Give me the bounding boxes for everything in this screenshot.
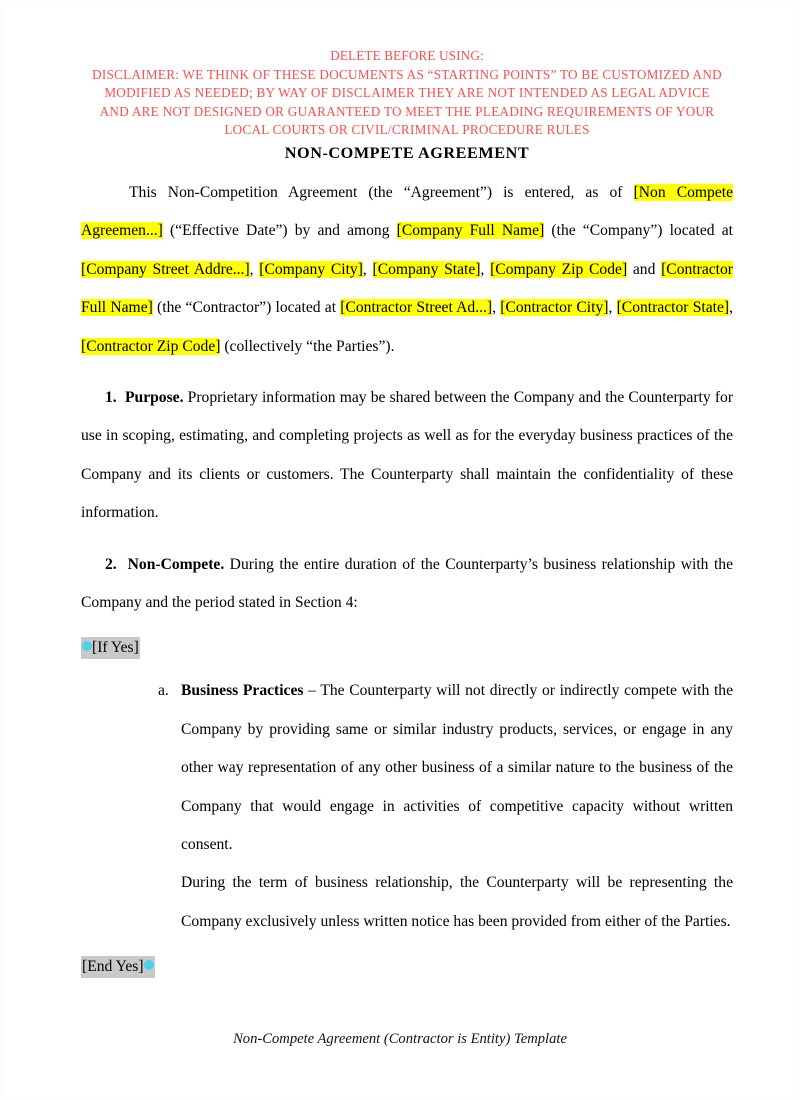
field-company-state[interactable]: [Company State] xyxy=(372,260,481,278)
conditional-end-dot-icon xyxy=(144,960,154,970)
page-title: NON-COMPETE AGREEMENT xyxy=(284,143,530,162)
intro-text-11: , xyxy=(729,299,734,317)
disclaimer-line-1: DELETE BEFORE USING: xyxy=(330,48,484,63)
section-2-body: During the entire duration of the Counterparty’s business relationship with the Company and the period stated in Section 4: xyxy=(81,555,733,612)
field-contractor-full-name[interactable]: [Contractor Full Name] xyxy=(81,260,733,317)
disclaimer-line-2: DISCLAIMER: WE THINK OF THESE DOCUMENTS AS “STARTING POINTS” TO BE CUSTOMIZED AND xyxy=(92,66,722,82)
intro-text-12: (collectively “the Parties”). xyxy=(220,337,395,355)
section-2-heading: Non-Compete. xyxy=(127,555,225,573)
document-content xyxy=(81,47,733,981)
section-1-body: Proprietary information may be shared between the Company and the Counterparty for use in scoping, estimating, and completing projects as well as for the everyday business practices of the Company and its clients or customers. The Counterparty shall maintain the confidentiality of these information. xyxy=(81,389,734,522)
field-contractor-street-address[interactable]: [Contractor Street Ad...] xyxy=(340,299,493,317)
sub-item-marker-a: a. xyxy=(158,682,169,700)
field-non-compete-agreement-date[interactable]: [Non Compete Agreemen...] xyxy=(81,183,734,240)
field-contractor-state[interactable]: [Contractor State] xyxy=(616,299,730,317)
sub-paragraph-exclusivity: During the term of business relationship, the Counterparty will be representing the Company exclusively unless written notice has been provided from either of the Parties. xyxy=(181,874,733,930)
intro-paragraph xyxy=(81,174,733,366)
if-yes-marker[interactable] xyxy=(81,637,140,659)
intro-text-1: This Non-Competition Agreement (the “Agreement”) is entered, as of xyxy=(129,183,634,201)
intro-text-6: , xyxy=(480,260,491,278)
sub-item-heading-business-practices: Business Practices xyxy=(181,682,304,700)
page-footer: Non-Compete Agreement (Contractor is Entity) Template xyxy=(233,1031,567,1047)
section-1-number: 1. xyxy=(105,389,117,406)
sub-item-body-business-practices: – The Counterparty will not directly or indirectly compete with the Company by providing same or similar industry products, services, or engage in any other way representation of any other business of a similar nature to the business of the Company that would engage in activities of competitive capacity without written consent. xyxy=(181,682,733,854)
section-2-non-compete xyxy=(81,546,733,623)
disclaimer-line-4: AND ARE NOT DESIGNED OR GUARANTEED TO MEET THE PLEADING REQUIREMENTS OF YOUR xyxy=(99,103,715,119)
if-yes-marker-row xyxy=(81,634,733,662)
end-yes-marker[interactable] xyxy=(81,956,155,978)
field-company-zip-code[interactable]: [Company Zip Code] xyxy=(490,260,628,278)
sub-clause-list xyxy=(81,672,733,864)
section-2-number: 2. xyxy=(105,555,117,573)
if-yes-label: [If Yes] xyxy=(92,639,139,657)
intro-text-2: (“Effective Date”) by and among xyxy=(162,222,397,240)
field-contractor-city[interactable]: [Contractor City] xyxy=(500,299,609,317)
intro-text-10: , xyxy=(608,299,617,317)
intro-text-9: , xyxy=(492,299,501,317)
intro-text-5: , xyxy=(362,260,373,278)
section-1-purpose xyxy=(81,379,733,533)
disclaimer-line-5: LOCAL COURTS OR CIVIL/CRIMINAL PROCEDURE RULES xyxy=(224,122,590,138)
intro-text-7: and xyxy=(627,260,662,278)
section-1-heading: Purpose. xyxy=(125,389,184,406)
conditional-start-dot-icon xyxy=(82,641,92,651)
field-company-city[interactable]: [Company City] xyxy=(259,260,363,278)
list-item xyxy=(81,672,733,864)
disclaimer-block xyxy=(81,47,733,140)
end-yes-label: [End Yes] xyxy=(82,958,144,976)
end-yes-marker-row xyxy=(81,953,733,981)
field-contractor-zip-code[interactable]: [Contractor Zip Code] xyxy=(81,337,221,355)
intro-text-8: (the “Contractor”) located at xyxy=(152,299,341,317)
disclaimer-line-3: MODIFIED AS NEEDED; BY WAY OF DISCLAIMER THEY ARE NOT INTENDED AS LEGAL ADVICE xyxy=(104,85,710,101)
field-company-full-name[interactable]: [Company Full Name] xyxy=(396,222,545,240)
field-company-street-address[interactable]: [Company Street Addre...] xyxy=(81,260,250,278)
intro-text-4: , xyxy=(249,260,260,278)
intro-text-3: (the “Company”) located at xyxy=(544,222,733,240)
